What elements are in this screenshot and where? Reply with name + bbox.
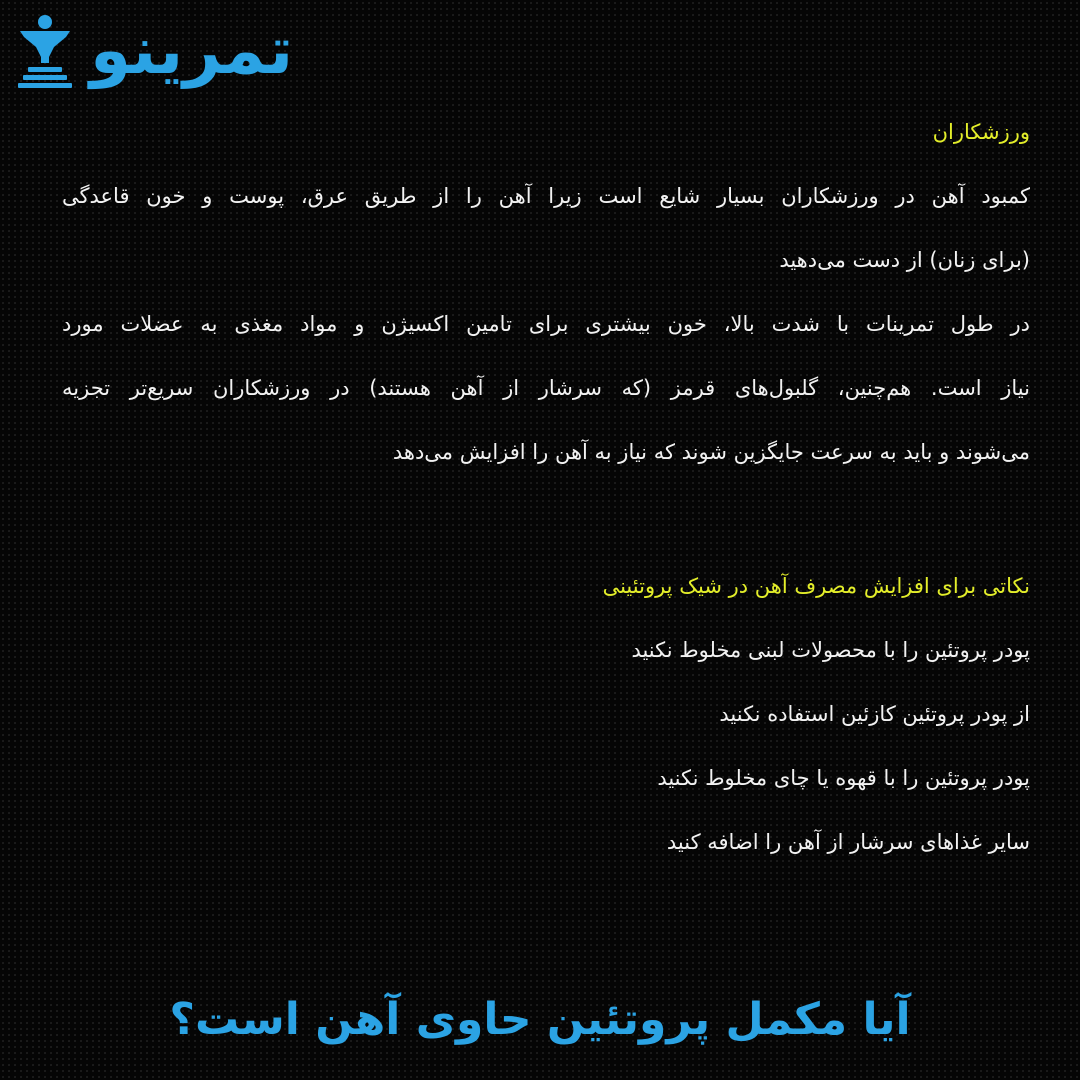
brand-name: تمرینو [90, 12, 294, 89]
paragraph-line: (برای زنان) از دست می‌دهید [779, 248, 1030, 272]
section-heading-athletes: ورزشکاران [932, 120, 1030, 144]
article-content [62, 100, 1030, 874]
tip-item: پودر پروتئین را با قهوه یا چای مخلوط نکنید [657, 766, 1030, 790]
tip-item: پودر پروتئین را با محصولات لبنی مخلوط نکنید [631, 638, 1030, 662]
paragraph-line: در طول تمرینات با شدت بالا، خون بیشتری برای تامین اکسیژن و مواد مغذی به عضلات مورد [62, 312, 1030, 336]
paragraph-line: می‌شوند و باید به سرعت جایگزین شوند که نیاز به آهن را افزایش می‌دهد [392, 440, 1030, 464]
paragraph-line: کمبود آهن در ورزشکاران بسیار شایع است زیرا آهن را از طریق عرق، پوست و خون قاعدگی [62, 184, 1030, 208]
tip-item: سایر غذاهای سرشار از آهن را اضافه کنید [666, 830, 1030, 854]
brand-logo [14, 8, 444, 94]
paragraph-line: نیاز است. هم‌چنین، گلبول‌های قرمز (که سرشار از آهن هستند) در ورزشکاران سریع‌تر تجزیه [62, 376, 1030, 400]
tip-item: از پودر پروتئین کازئین استفاده نکنید [719, 702, 1030, 726]
trophy-cup-icon [14, 13, 76, 89]
footer-title: آیا مکمل پروتئین حاوی آهن است؟ [169, 994, 911, 1045]
section-heading-tips: نکاتی برای افزایش مصرف آهن در شیک پروتئینی [602, 574, 1030, 598]
section-spacer [62, 484, 1030, 554]
